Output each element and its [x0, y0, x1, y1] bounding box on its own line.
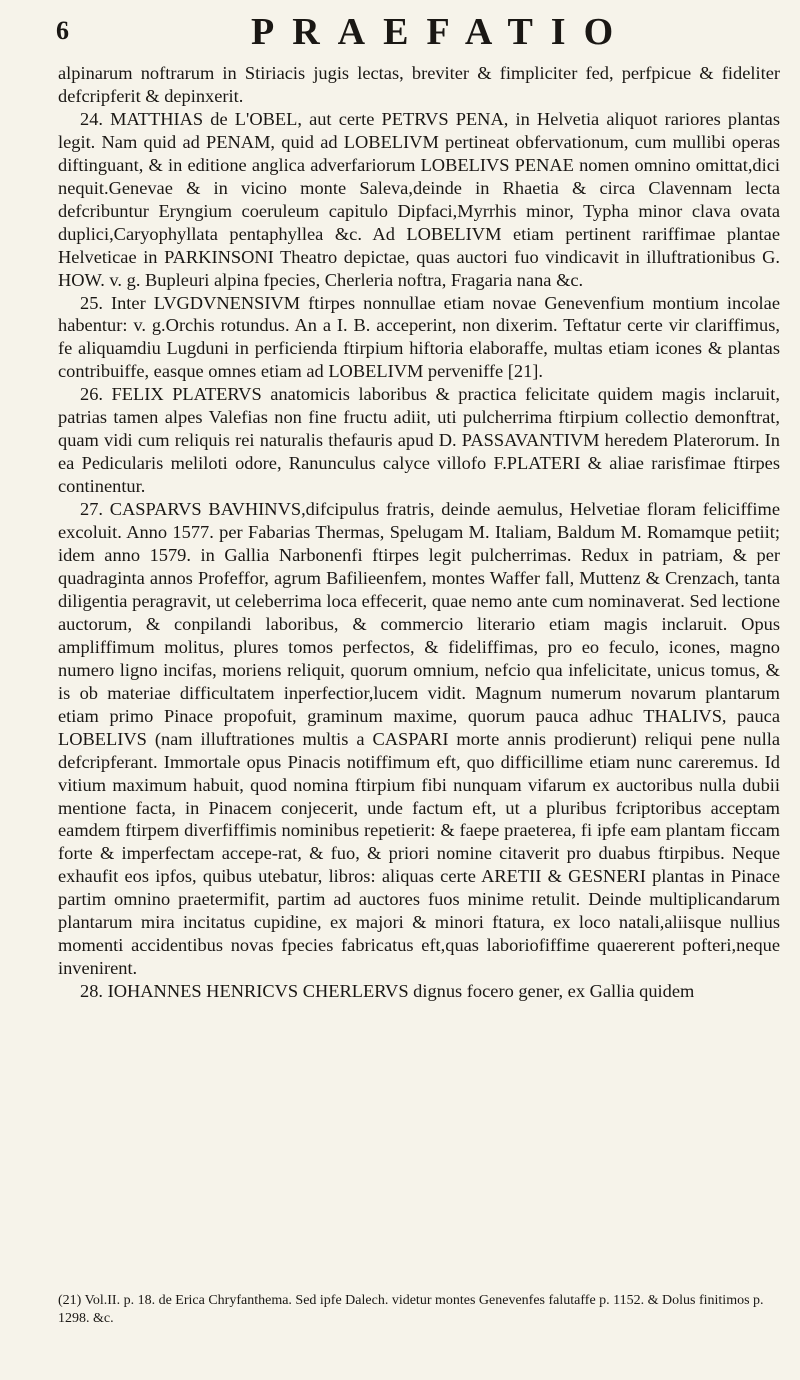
paragraph-28: 28. IOHANNES HENRICVS CHERLERVS dignus focero gener, ex Gallia quidem — [80, 981, 695, 1002]
page-number: 6 — [56, 16, 69, 45]
paragraph-26: 26. FELIX PLATERVS anatomicis laboribus & practica felicitate quidem magis inclaruit, patrias tamen alpes Valefias non fine fructu adiit, uti pulcherrima ftirpium collectio demonftrat, quam vidi cum reliquis rei naturalis thefauris apud D. PASSAVANTIVM heredem Platerorum. In ea Pedicularis meliloti odore, Ranunculus calyce villofo F.PLATERI & aliae rarisfimae ftirpes continentur. — [58, 384, 780, 497]
paragraph-24: 24. MATTHIAS de L'OBEL, aut certe PETRVS PENA, in Helvetia aliquot rariores plantas legit. Nam quid ad PENAM, quid ad LOBELIVM pertineat obfervationum, cum mullibi operas diftinguant, & in editione anglica adverfariorum LOBELIVS PENAE nomen omnino omittat,dici nequit.Genevae & in vicino monte Saleva,deinde in Rhaetia & circa Clavennam lecta defcribuntur Eryngium coeruleum capitulo Dipfaci,Myrrhis minor, Typha minor clava ovata duplici,Caryophyllata pentaphyllea &c. Ad LOBELIVM etiam pertinent rariffimae plantae Helveticae in PARKINSONI Theatro depictae, quas auctori fuo vindicavit in illuftrationibus G. HOW. v. g. Bupleuri alpina fpecies, Cherleria noftra, Fragaria nana &c. — [58, 108, 780, 290]
paragraph-continuation: alpinarum noftrarum in Stiriacis jugis lectas, breviter & fimpliciter fed, perfpicue & fideliter defcripferit & depinxerit. — [58, 63, 780, 106]
paragraph-25: 25. Inter LVGDVNENSIVM ftirpes nonnullae etiam novae Genevenfium montium incolae habentur: v. g.Orchis rotundus. An a I. B. acceperint, non dixerim. Teftatur certe vir clariffimus, fe aliquamdiu Lugduni in perficienda ftirpium hiftoria elaboraffe, multas etiam icones & plantas contribuiffe, easque omnes etiam ad LOBELIVM perveniffe [21]. — [58, 292, 780, 382]
page-header — [56, 8, 796, 53]
paragraph-27: 27. CASPARVS BAVHINVS,difcipulus fratris, deinde aemulus, Helvetiae floram feliciffime excoluit. Anno 1577. per Fabarias Thermas, Spelugam M. Italiam, Baldum M. Romamque petiit; idem anno 1579. in Gallia Narbonenfi ftirpes legit pulcherrimas. Redux in patriam, & per quadraginta annos Profeffor, agrum Bafilieenfem, montes Waffer fall, Muttenz & Crenzach, tanta diligentia peragravit, ut celeberrima loca effecerit, quae nemo ante cum nominaverat. Sed lectione auctorum, & conpilandi laboribus, & commercio literario etiam magis inclaruit. Opus ampliffimum molitus, plures tomos perfectos, & fideliffimas, pro eo feculo, icones, magno numero ligno incifas, moriens reliquit, quorum omnium, nefcio qua infelicitate, unicus tomus, & is ob materiae difficultatem inperfectior,lucem vidit. Magnum numerum novarum plantarum etiam primo Pinace propofuit, graminum maxime, quorum pauca adhuc THALIVS, pauca LOBELIVS (nam illuftrationes multis a CASPARI morte annis prodierunt) reliqui pene nulla defcripferant. Immortale opus Pinacis notiffimum eft, quo difficillime etiam nunc careremus. Id vitium maximum habuit, quod nomina ftirpium fibi nunquam vifarum ex auctoribus nulla dubii mentione facta, in Pinacem conjecerit, unde factum eft, ut a pluribus fcriptoribus acceptam eamdem ftirpem diverfiffimis nominibus repetierit: & faepe praeterea, fi ipfe eam plantam ficcam forte & imperfectam accepe-rat, & fuo, & priori nomine citaverit pro duabus ftirpibus. Neque exhaufit eos ipfos, quibus utebatur, libros: aliquas certe ARETII & GESNERI plantas in Pinace partim omnino praetermifit, partim ad auctores fuos minime retulit. Deinde multiplicandarum plantarum mira incitatus cupidine, ex majori & minori ftatura, ex loco natali,aliisque nullius momenti accidentibus novas fpecies fabricatus eft,quas laboriofiffime quaererent pofteri,neque invenirent. — [58, 499, 780, 979]
footnote: (21) Vol.II. p. 18. de Erica Chryfanthema. Sed ipfe Dalech. videtur montes Genevenfes falutaffe p. 1152. & Dolus finitimos p. 1298. &c. — [58, 1293, 764, 1326]
text-body — [58, 62, 780, 1003]
running-title: PRAEFATIO — [251, 11, 632, 53]
